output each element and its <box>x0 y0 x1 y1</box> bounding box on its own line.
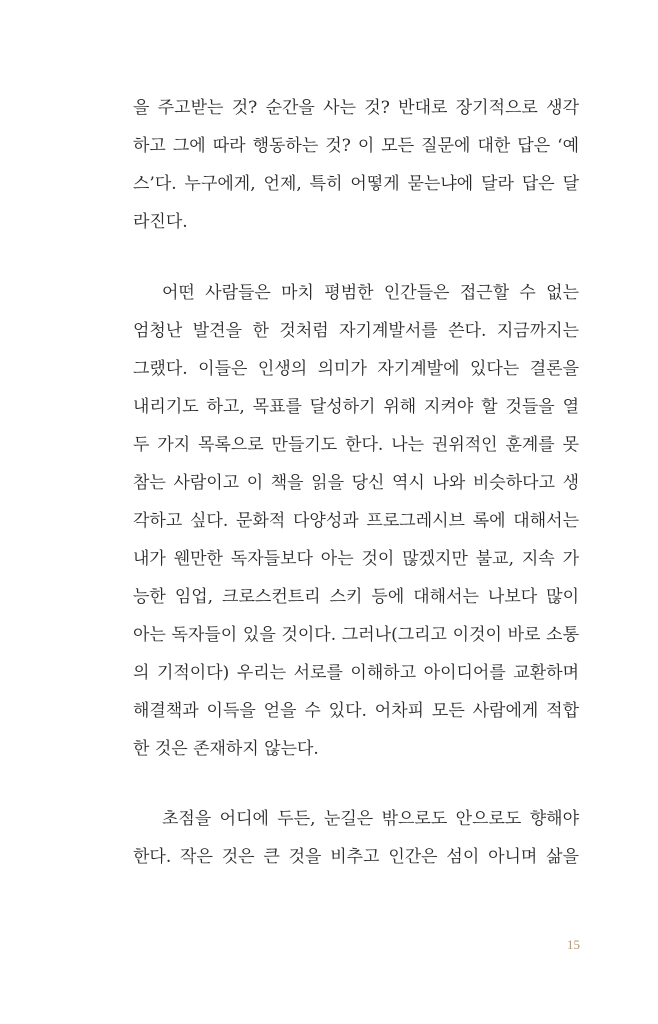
text-line: 아는 독자들이 있을 것이다. 그러나(그리고 이것이 바로 소통 <box>133 625 579 645</box>
text-line: 각하고 싶다. 문화적 다양성과 프로그레시브 록에 대해서는 <box>133 511 579 531</box>
text-line: 하고 그에 따라 행동하는 것? 이 모든 질문에 대한 답은 ‘예 <box>133 136 579 156</box>
text-line: 을 주고받는 것? 순간을 사는 것? 반대로 장기적으로 생각 <box>133 98 579 118</box>
text-line: 스’다. 누구에게, 언제, 특히 어떻게 묻는냐에 달라 답은 달 <box>133 174 579 194</box>
text-line: 능한 임업, 크로스컨트리 스키 등에 대해서는 나보다 많이 <box>133 587 579 607</box>
text-line: 참는 사람이고 이 책을 읽을 당신 역시 나와 비슷하다고 생 <box>133 473 579 493</box>
text-line: 의 기적이다) 우리는 서로를 이해하고 아이디어를 교환하며 <box>133 663 579 683</box>
text-line: 두 가지 목록으로 만들기도 한다. 나는 권위적인 훈계를 못 <box>133 435 579 455</box>
text-line: 해결책과 이득을 얻을 수 있다. 어차피 모든 사람에게 적합 <box>133 701 579 721</box>
text-line: 초점을 어디에 두든, 눈길은 밖으로도 안으로도 향해야 <box>162 809 579 829</box>
text-line: 라진다. <box>133 212 188 232</box>
text-line: 어떤 사람들은 마치 평범한 인간들은 접근할 수 없는 <box>162 283 579 303</box>
text-line: 내리기도 하고, 목표를 달성하기 위해 지켜야 할 것들을 열 <box>133 397 579 417</box>
text-line: 한다. 작은 것은 큰 것을 비추고 인간은 섬이 아니며 삶을 <box>133 847 579 867</box>
text-line: 내가 웬만한 독자들보다 아는 것이 많겠지만 불교, 지속 가 <box>133 549 579 569</box>
text-line: 엄청난 발견을 한 것처럼 자기계발서를 쓴다. 지금까지는 <box>133 321 579 341</box>
text-line: 한 것은 존재하지 않는다. <box>133 739 319 759</box>
text-line: 그랬다. 이들은 인생의 의미가 자기계발에 있다는 결론을 <box>133 359 579 379</box>
page-number: 15 <box>567 937 580 952</box>
